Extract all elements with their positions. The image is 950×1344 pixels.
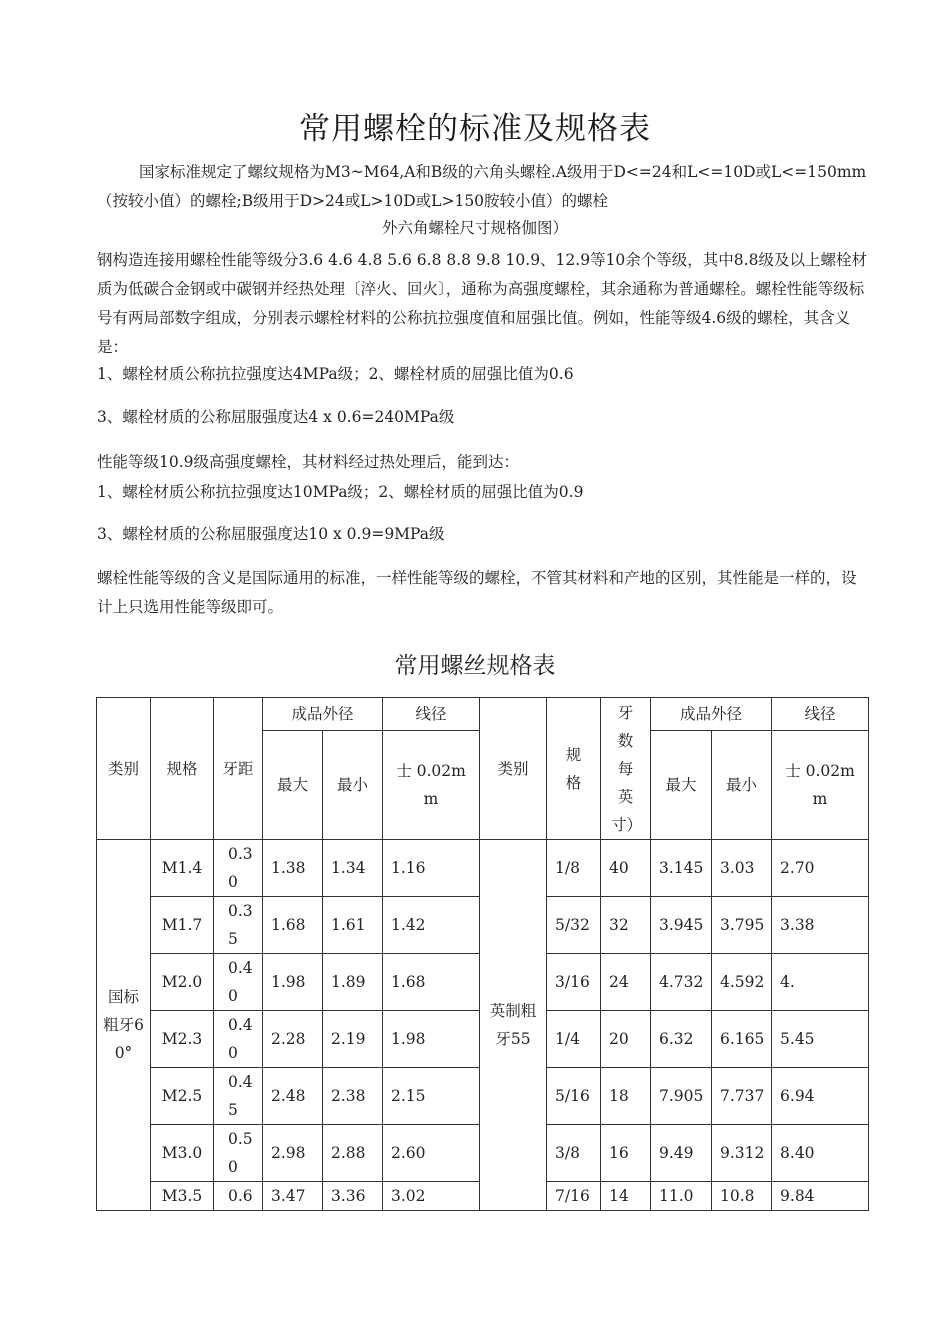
cell-tpi: 16 xyxy=(601,1125,651,1182)
cell-min-right: 9.312 xyxy=(712,1125,772,1182)
header-min-right: 最小 xyxy=(712,731,772,840)
cell-min: 2.19 xyxy=(323,1011,383,1068)
cell-min-right: 3.03 xyxy=(712,840,772,897)
cell-max-right: 7.905 xyxy=(651,1068,712,1125)
grade-10-9-intro: 性能等级10.9级高强度螺栓，其材料经过热处理后，能到达： xyxy=(97,453,520,471)
header-max-right: 最大 xyxy=(651,731,712,840)
cell-wire-right: 4. xyxy=(772,954,869,1011)
cell-pitch: 0.50 xyxy=(214,1125,263,1182)
cell-max: 1.38 xyxy=(263,840,323,897)
cell-spec-right: 1/8 xyxy=(547,840,601,897)
table-title: 常用螺丝规格表 xyxy=(394,653,556,679)
group-metric-coarse: 国标粗牙60° xyxy=(97,840,151,1211)
cell-max-right: 3.145 xyxy=(651,840,712,897)
cell-spec: M2.3 xyxy=(151,1011,214,1068)
cell-wire-right: 8.40 xyxy=(772,1125,869,1182)
cell-spec: M2.0 xyxy=(151,954,214,1011)
cell-wire: 2.60 xyxy=(383,1125,480,1182)
cell-wire-right: 6.94 xyxy=(772,1068,869,1125)
cell-pitch: 0.45 xyxy=(214,1068,263,1125)
page-title: 常用螺栓的标准及规格表 xyxy=(299,111,651,147)
grade-10-9-line-1: 1、螺栓材质公称抗拉强度达10MPa级；2、螺栓材质的屈强比值为0.9 xyxy=(97,483,584,501)
header-wire-diameter: 线径 xyxy=(383,698,480,731)
cell-max-right: 6.32 xyxy=(651,1011,712,1068)
cell-min: 1.61 xyxy=(323,897,383,954)
header-outer-diameter: 成品外径 xyxy=(263,698,383,731)
cell-max-right: 4.732 xyxy=(651,954,712,1011)
cell-min-right: 7.737 xyxy=(712,1068,772,1125)
grades-paragraph: 钢构造连接用螺栓性能等级分3.6 4.6 4.8 5.6 6.8 8.8 9.8 10.9、12.9等10余个等级，其中8.8级及以上螺栓材质为低碳合金钢或中碳钢并经热处理〔淬火、回火〕，通称为高强度螺栓，其余通称为普通螺栓。螺栓性能等级标号有两局部数字组成，分别表示螺栓材料的公称抗拉强度值和屈强比值。例如，性能等级4.6级的螺栓，其含义是： xyxy=(97,251,867,356)
cell-tpi: 40 xyxy=(601,840,651,897)
header-category-right: 类别 xyxy=(480,698,547,840)
cell-pitch: 0.40 xyxy=(214,1011,263,1068)
cell-min-right: 4.592 xyxy=(712,954,772,1011)
screw-spec-table xyxy=(96,697,869,1211)
figure-caption: 外六角螺栓尺寸规格伽图） xyxy=(381,219,568,237)
cell-spec-right: 5/16 xyxy=(547,1068,601,1125)
cell-spec-right: 5/32 xyxy=(547,897,601,954)
header-spec-right: 规格 xyxy=(547,698,601,840)
cell-max: 2.98 xyxy=(263,1125,323,1182)
cell-tpi: 18 xyxy=(601,1068,651,1125)
cell-wire-right: 2.70 xyxy=(772,840,869,897)
cell-tpi: 20 xyxy=(601,1011,651,1068)
cell-min: 2.38 xyxy=(323,1068,383,1125)
grade-4-6-line-2: 3、螺栓材质的公称屈服强度达4 x 0.6=240MPa级 xyxy=(97,408,455,426)
cell-spec-right: 3/16 xyxy=(547,954,601,1011)
cell-max: 2.48 xyxy=(263,1068,323,1125)
cell-min-right: 3.795 xyxy=(712,897,772,954)
header-tolerance: 士 0.02mm xyxy=(383,731,480,840)
cell-pitch: 0.6 xyxy=(214,1182,263,1211)
header-tpi: 牙数每英寸） xyxy=(601,698,651,840)
cell-wire-right: 9.84 xyxy=(772,1182,869,1211)
cell-pitch: 0.40 xyxy=(214,954,263,1011)
header-outer-diameter-right: 成品外径 xyxy=(651,698,772,731)
header-wire-diameter-right: 线径 xyxy=(772,698,869,731)
cell-spec: M3.5 xyxy=(151,1182,214,1211)
header-min: 最小 xyxy=(323,731,383,840)
cell-spec: M3.0 xyxy=(151,1125,214,1182)
header-tolerance-right: 士 0.02mm xyxy=(772,731,869,840)
cell-wire: 1.42 xyxy=(383,897,480,954)
cell-spec: M2.5 xyxy=(151,1068,214,1125)
intro-paragraph: 国家标准规定了螺纹规格为M3~M64,A和B级的六角头螺栓.A级用于D<=24和L<=10D或L<=150mm（按较小值）的螺栓;B级用于D>24或L>10D或L>150胺较小值）的螺栓 xyxy=(97,163,867,210)
cell-pitch: 0.35 xyxy=(214,897,263,954)
cell-wire: 3.02 xyxy=(383,1182,480,1211)
cell-spec-right: 7/16 xyxy=(547,1182,601,1211)
cell-spec: M1.4 xyxy=(151,840,214,897)
cell-spec: M1.7 xyxy=(151,897,214,954)
cell-max: 3.47 xyxy=(263,1182,323,1211)
cell-max: 1.68 xyxy=(263,897,323,954)
cell-max-right: 11.0 xyxy=(651,1182,712,1211)
closing-paragraph: 螺栓性能等级的含义是国际通用的标准，一样性能等级的螺栓，不管其材料和产地的区别，其性能是一样的，设计上只选用性能等级即可。 xyxy=(97,569,857,616)
cell-min-right: 6.165 xyxy=(712,1011,772,1068)
cell-max-right: 9.49 xyxy=(651,1125,712,1182)
cell-min: 1.34 xyxy=(323,840,383,897)
cell-wire: 1.16 xyxy=(383,840,480,897)
cell-spec-right: 1/4 xyxy=(547,1011,601,1068)
grade-4-6-line-1: 1、螺栓材质公称抗拉强度达4MPa级；2、螺栓材质的屈强比值为0.6 xyxy=(97,365,574,383)
cell-tpi: 14 xyxy=(601,1182,651,1211)
table-row xyxy=(97,840,869,897)
cell-wire: 1.68 xyxy=(383,954,480,1011)
cell-max: 2.28 xyxy=(263,1011,323,1068)
cell-wire: 2.15 xyxy=(383,1068,480,1125)
cell-min: 1.89 xyxy=(323,954,383,1011)
cell-max-right: 3.945 xyxy=(651,897,712,954)
cell-pitch: 0.30 xyxy=(214,840,263,897)
cell-max: 1.98 xyxy=(263,954,323,1011)
group-imperial-coarse: 英制粗牙55 xyxy=(480,840,547,1211)
cell-spec-right: 3/8 xyxy=(547,1125,601,1182)
cell-min: 2.88 xyxy=(323,1125,383,1182)
grade-10-9-line-2: 3、螺栓材质的公称屈服强度达10 x 0.9=9MPa级 xyxy=(97,525,445,543)
cell-wire-right: 3.38 xyxy=(772,897,869,954)
cell-tpi: 32 xyxy=(601,897,651,954)
header-pitch: 牙距 xyxy=(214,698,263,840)
header-max: 最大 xyxy=(263,731,323,840)
cell-wire-right: 5.45 xyxy=(772,1011,869,1068)
cell-tpi: 24 xyxy=(601,954,651,1011)
cell-min-right: 10.8 xyxy=(712,1182,772,1211)
cell-min: 3.36 xyxy=(323,1182,383,1211)
header-spec: 规格 xyxy=(151,698,214,840)
cell-wire: 1.98 xyxy=(383,1011,480,1068)
header-category: 类别 xyxy=(97,698,151,840)
